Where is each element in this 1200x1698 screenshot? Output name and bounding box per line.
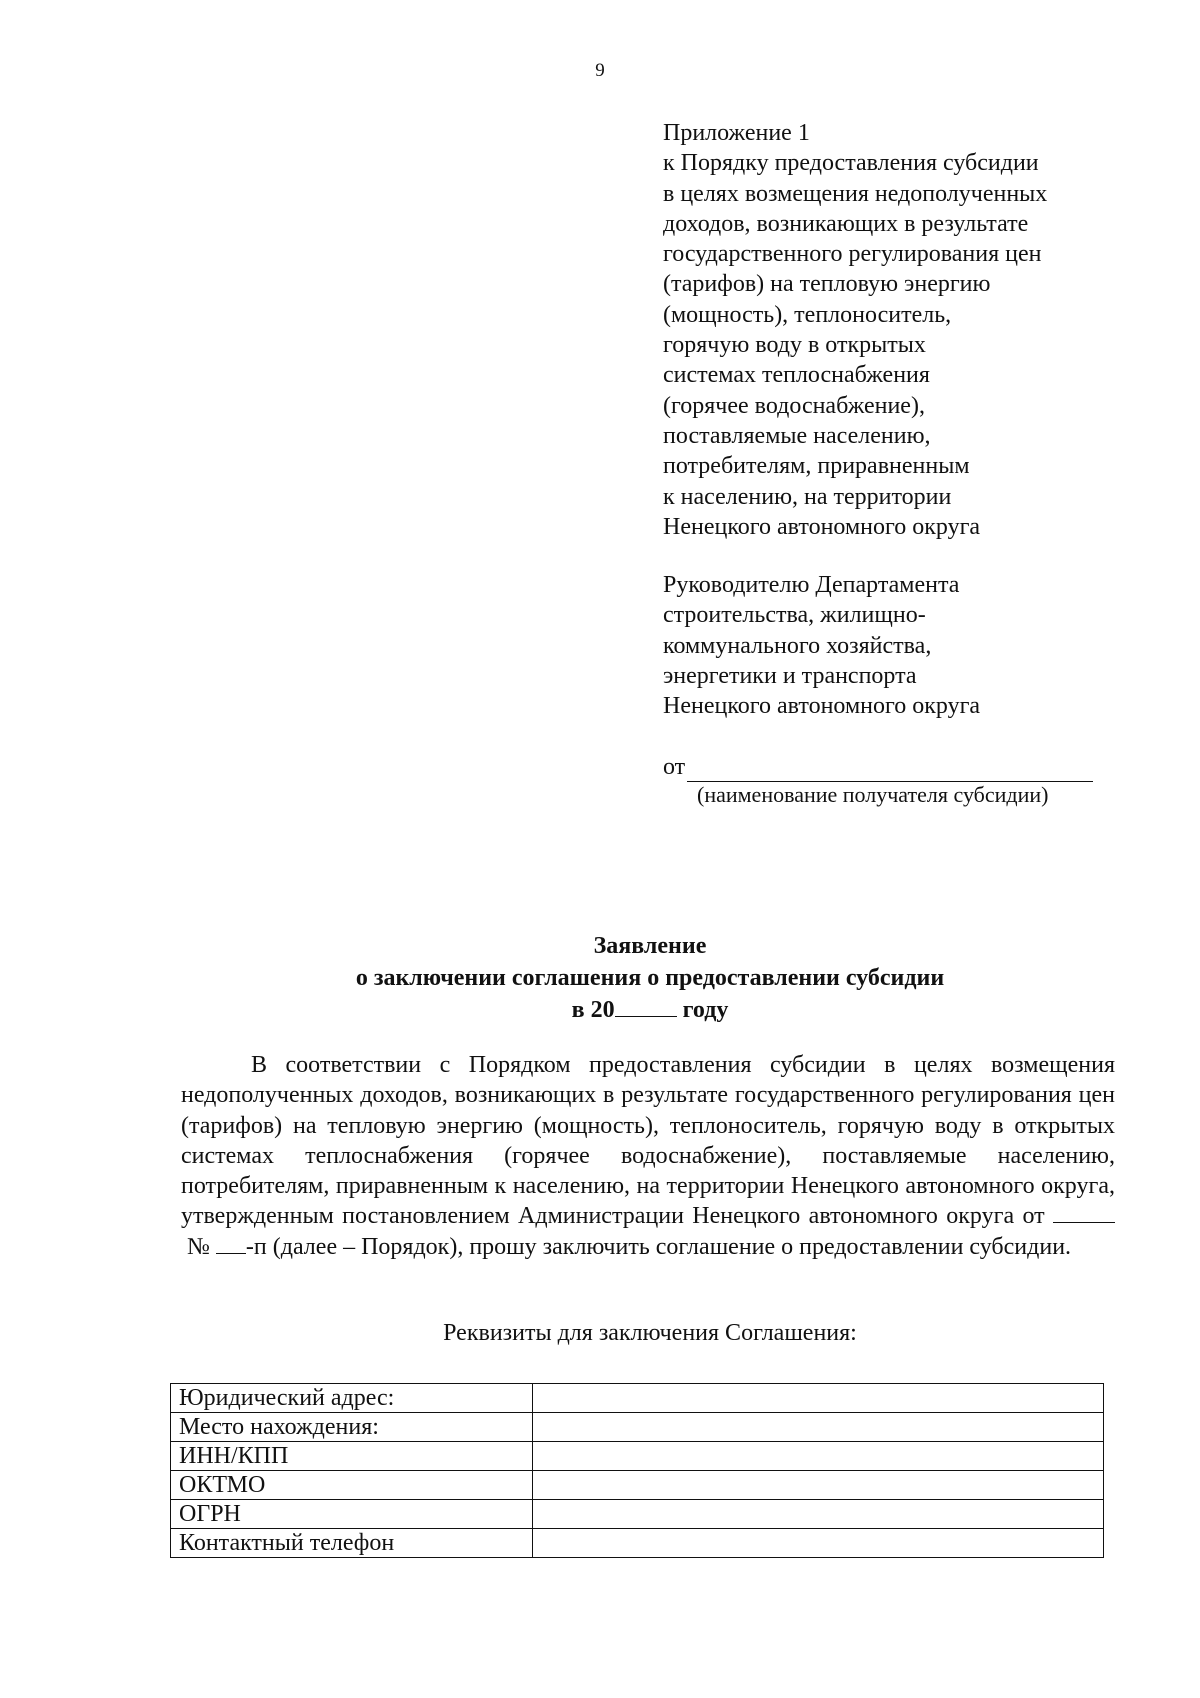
recipient-name-field[interactable] xyxy=(687,755,1093,782)
addressee-line: строительства, жилищно- xyxy=(663,602,926,629)
table-row xyxy=(171,1442,1104,1471)
addressee-line: Ненецкого автономного округа xyxy=(663,693,981,720)
appendix-line: (горячее водоснабжение), xyxy=(663,392,925,419)
requisites-heading: Реквизиты для заключения Соглашения: xyxy=(443,1320,857,1346)
appendix-line: потребителям, приравненным xyxy=(663,453,970,480)
row-label: Место нахождения: xyxy=(171,1413,533,1442)
row-value[interactable] xyxy=(533,1413,1104,1442)
requisites-table xyxy=(170,1383,1104,1558)
appendix-line: Приложение 1 xyxy=(663,120,810,146)
appendix-line: горячую воду в открытых xyxy=(663,332,926,359)
row-value[interactable] xyxy=(533,1500,1104,1529)
body-paragraph xyxy=(181,1050,1115,1262)
table-row xyxy=(171,1471,1104,1500)
addressee-line: коммунального хозяйства, xyxy=(663,632,932,659)
appendix-line: доходов, возникающих в результате xyxy=(663,210,1029,237)
appendix-line: (мощность), теплоноситель, xyxy=(663,301,952,328)
appendix-line: (тарифов) на тепловую энергию xyxy=(663,271,991,298)
row-label: Контактный телефон xyxy=(171,1529,533,1558)
body-part-3: -п (далее – Порядок), прошу заключить соглашение о предоставлении субсидии. xyxy=(245,1233,1072,1260)
title-year-suffix: году xyxy=(676,997,729,1023)
document-title xyxy=(0,930,1200,1026)
appendix-line: к населению, на территории xyxy=(663,483,952,510)
body-part-2: № xyxy=(181,1233,216,1260)
from-caption: (наименование получателя субсидии) xyxy=(697,782,1049,807)
appendix-line: в целях возмещения недополученных xyxy=(663,180,1048,207)
appendix-header xyxy=(663,118,1123,542)
appendix-line: к Порядку предоставления субсидии xyxy=(663,150,1039,177)
table-row xyxy=(171,1413,1104,1442)
addressee-line: Руководителю Департамента xyxy=(663,572,960,598)
decree-number-field[interactable] xyxy=(216,1233,246,1254)
year-blank-field[interactable] xyxy=(615,996,677,1017)
row-label: ОГРН xyxy=(171,1500,533,1529)
addressee-line: энергетики и транспорта xyxy=(663,662,917,689)
from-line xyxy=(663,752,1093,782)
row-value[interactable] xyxy=(533,1384,1104,1413)
table-row xyxy=(171,1384,1104,1413)
body-part-1: В соответствии с Порядком предоставления субсидии в целях возмещения недополученных доходов, возникающих в результате государственного регулирования цен (тарифов) на тепловую энергию (мощность), теплоноситель, горячую воду в открытых системах теплоснабжения (горячее водоснабжение), поставляемые населению, потребителям, приравненным к населению, на территории Ненецкого автономного округа, утвержденным постановлением Администрации Ненецкого автономного округа от xyxy=(181,1052,1115,1230)
row-value[interactable] xyxy=(533,1442,1104,1471)
from-prefix: от xyxy=(663,754,686,780)
row-value[interactable] xyxy=(533,1529,1104,1558)
appendix-line: Ненецкого автономного округа xyxy=(663,513,981,540)
page-number: 9 xyxy=(595,60,605,81)
table-row xyxy=(171,1500,1104,1529)
table-row xyxy=(171,1529,1104,1558)
appendix-line: системах теплоснабжения xyxy=(663,362,930,389)
row-value[interactable] xyxy=(533,1471,1104,1500)
addressee-block xyxy=(663,570,1123,721)
title-line-2: о заключении соглашения о предоставлении субсидии xyxy=(355,965,945,991)
title-line-3 xyxy=(0,994,1200,1026)
title-line-1: Заявление xyxy=(593,933,707,959)
appendix-line: поставляемые населению, xyxy=(663,422,931,449)
row-label: ОКТМО xyxy=(171,1471,533,1500)
decree-date-field[interactable] xyxy=(1053,1202,1115,1223)
title-year-prefix: в 20 xyxy=(571,997,615,1023)
row-label: Юридический адрес: xyxy=(171,1384,533,1413)
appendix-line: государственного регулирования цен xyxy=(663,241,1042,268)
row-label: ИНН/КПП xyxy=(171,1442,533,1471)
